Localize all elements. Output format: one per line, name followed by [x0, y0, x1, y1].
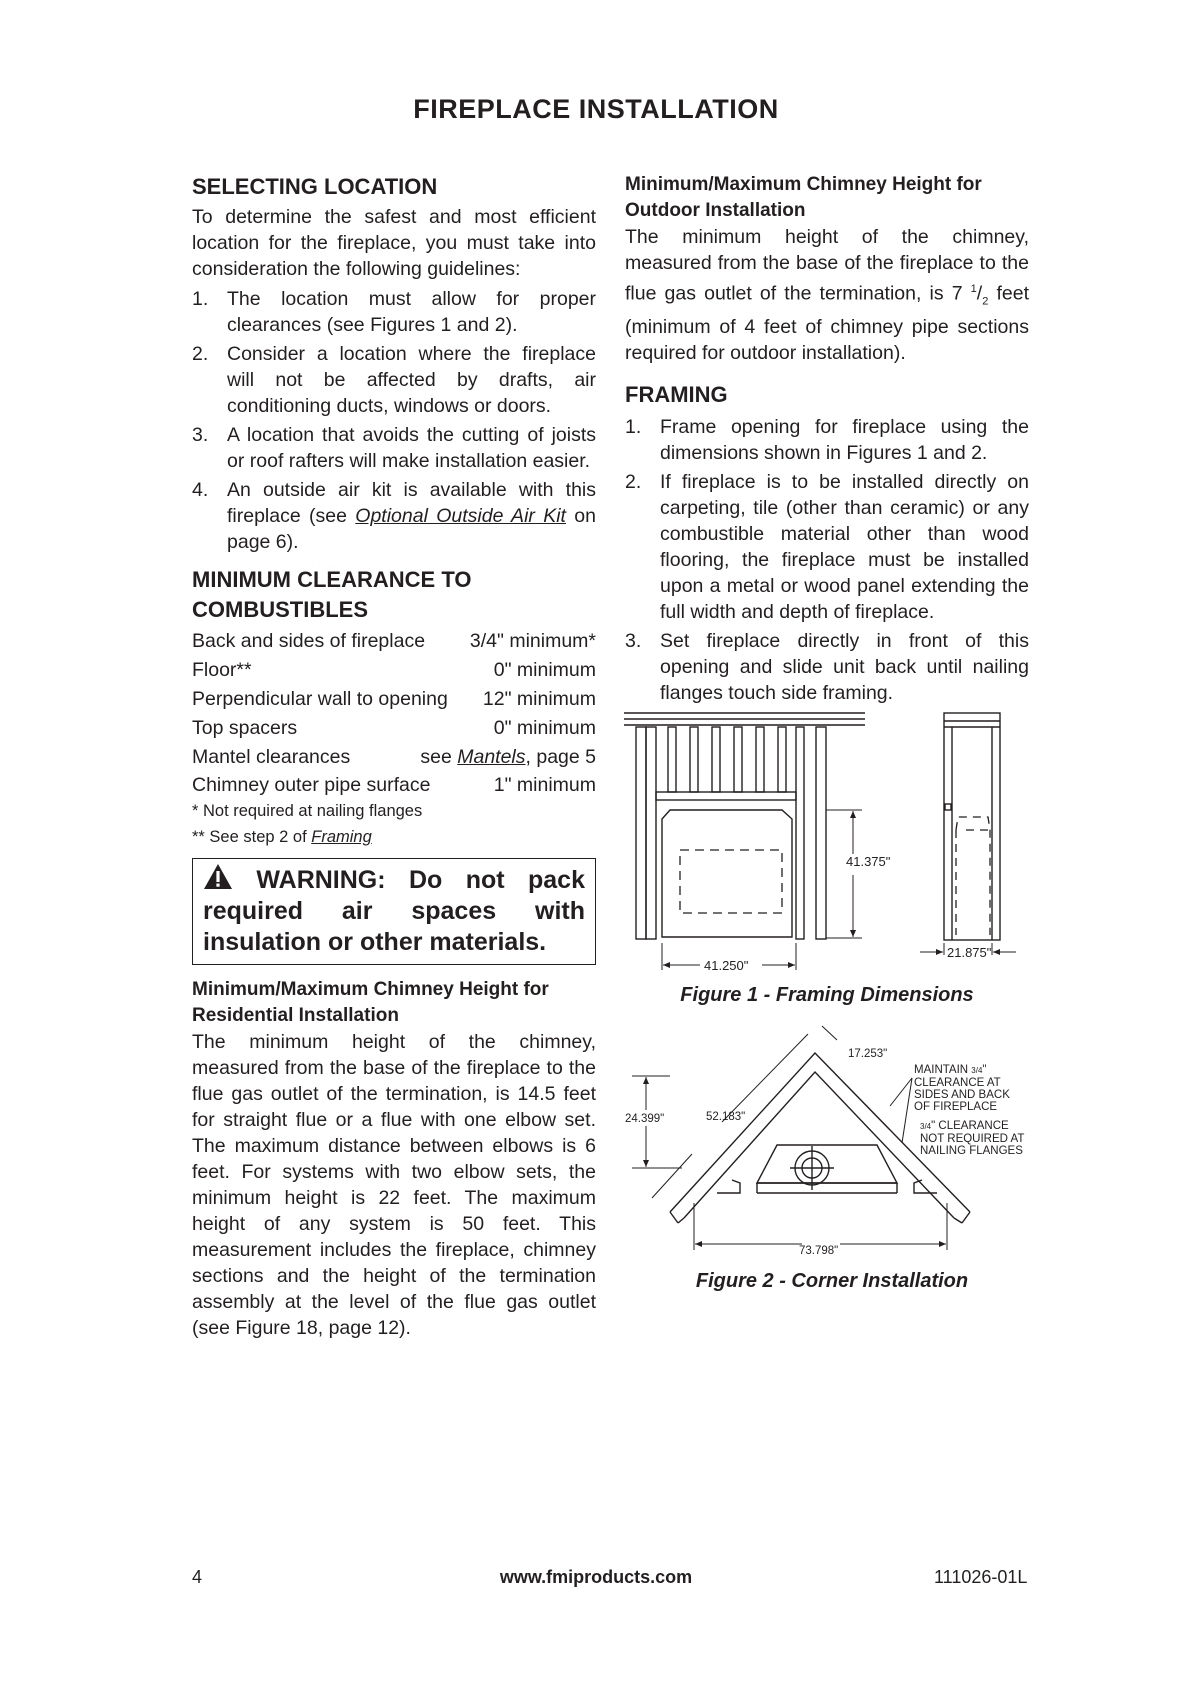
framing-drawing	[622, 705, 1032, 975]
list-item: 3. Set fireplace directly in front of this opening and slide unit back until nailing flanges touch side framing.	[625, 630, 1029, 705]
clearances-heading: MINIMUM CLEARANCE TO COMBUSTIBLES	[192, 567, 472, 622]
clearance-row: Chimney outer pipe surface 1" minimum	[192, 774, 596, 796]
outside-air-kit-link[interactable]: Optional Outside Air Kit	[355, 505, 566, 527]
page-number: 4	[192, 1567, 203, 1587]
list-item: 2. If fireplace is to be installed directly on carpeting, tile (other than ceramic) or any combustible material other than wood flooring, the fireplace must be installed upon a metal or wood panel extending the full width and depth of fireplace.	[625, 471, 1029, 624]
selecting-location-list	[192, 286, 596, 555]
flange-clearance-note: 3/4" CLEARANCE NOT REQUIRED AT NAILING FLANGES	[920, 1120, 1025, 1157]
framing-heading: FRAMING	[625, 382, 728, 408]
outdoor-heading: Minimum/Maximum Chimney Height for Outdoor Installation	[625, 174, 982, 221]
list-item: 3. A location that avoids the cutting of joists or roof rafters will make installation easier.	[192, 424, 596, 472]
clearance-note-2: ** See step 2 of Framing	[192, 828, 372, 846]
footer-website-link[interactable]: www.fmiproducts.com	[499, 1567, 693, 1587]
clearance-row: Floor** 0" minimum	[192, 659, 596, 681]
list-item: 1. The location must allow for proper clearances (see Figures 1 and 2).	[192, 288, 596, 336]
warning-box	[192, 858, 596, 965]
framing-link[interactable]: Framing	[311, 828, 372, 846]
dim-24-label: 24.399"	[625, 1113, 665, 1125]
list-item: 2. Consider a location where the fireplace will not be affected by drafts, air conditioning ducts, windows or doors.	[192, 343, 596, 417]
right-column	[625, 172, 1029, 709]
clearance-note-1: * Not required at nailing flanges	[192, 802, 423, 820]
dim-73-label: 73.798"	[796, 1245, 841, 1257]
residential-text: The minimum height of the chimney, measured from the base of the fireplace to the flue gas outlet of the termination, is 14.5 feet for straight flue or a flue with one elbow set. The maximum distance between elbows is 6 feet. For systems with two elbow sets, the minimum height is 22 feet. The maximum height of any system is 50 feet. This measurement includes the fireplace, chimney sections and the height of the termination assembly at the level of the flue gas outlet (see Figure 18, page 12).	[192, 1031, 596, 1339]
dim-52-label: 52.183"	[706, 1111, 746, 1123]
warning-triangle-icon	[203, 863, 233, 890]
list-item: 1. Frame opening for fireplace using the dimensions shown in Figures 1 and 2.	[625, 416, 1029, 465]
clearances-table	[192, 627, 596, 798]
outdoor-text: The minimum height of the chimney, measured from the base of the fireplace to the flue gas outlet of the termination, is 7 $^1/_2$ feet (minimum of 4 feet of chimney pipe sections required for outdoor installation).	[625, 226, 1029, 365]
document-number: 111026-01L	[934, 1567, 1028, 1587]
figure-1-framing-diagram	[622, 705, 1032, 975]
list-item: 4. An outside air kit is available with this fireplace (see Optional Outside Air Kit on page 6).	[192, 479, 597, 553]
figure-1-caption: Figure 1 - Framing Dimensions	[680, 984, 974, 1006]
clearance-row: Perpendicular wall to opening 12" minimum	[192, 688, 596, 710]
selecting-location-intro: To determine the safest and most efficient location for the fireplace, you must take into consideration the following guidelines:	[192, 206, 596, 280]
selecting-location-heading: SELECTING LOCATION	[192, 174, 438, 199]
clearance-row: Mantel clearances see Mantels, page 5	[192, 746, 596, 768]
page-title: FIREPLACE INSTALLATION	[413, 94, 779, 124]
mantels-link[interactable]: Mantels	[457, 746, 526, 768]
warning-text: WARNING: Do not pack required air spaces with insulation or other materials.	[203, 866, 585, 956]
figure-2-caption: Figure 2 - Corner Installation	[695, 1270, 969, 1292]
dim-width-label: 41.250"	[704, 958, 749, 973]
residential-heading: Minimum/Maximum Chimney Height for Residential Installation	[192, 979, 549, 1026]
left-column	[192, 172, 596, 1341]
clearance-row: Top spacers 0" minimum	[192, 717, 596, 739]
dim-height-label: 41.375"	[846, 854, 891, 869]
clearance-row: Back and sides of fireplace 3/4" minimum*	[192, 630, 596, 652]
dim-depth-label: 21.875"	[947, 945, 992, 960]
figure-2-corner-diagram	[622, 1018, 1042, 1258]
maintain-clearance-note: MAINTAIN 3/4" CLEARANCE AT SIDES AND BACK OF FIREPLACE	[914, 1064, 1010, 1113]
framing-list	[625, 414, 1029, 706]
dim-17-label: 17.253"	[848, 1048, 888, 1060]
